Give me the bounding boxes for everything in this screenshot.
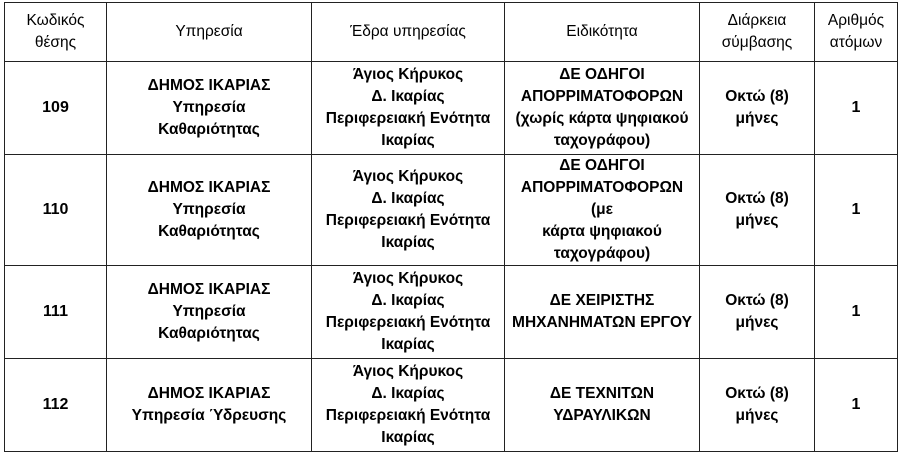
header-code: Κωδικός θέσης: [5, 3, 107, 62]
table-row: [5, 62, 898, 155]
cell-service: ΔΗΜΟΣ ΙΚΑΡΙΑΣ Υπηρεσία Καθαριότητας: [107, 266, 312, 359]
cell-duration: Οκτώ (8) μήνες: [700, 155, 815, 266]
cell-specialty: ΔΕ ΧΕΙΡΙΣΤΗΣ ΜΗΧΑΝΗΜΑΤΩΝ ΕΡΓΟΥ: [505, 266, 700, 359]
table-row: [5, 266, 898, 359]
header-specialty: Ειδικότητα: [505, 3, 700, 62]
cell-specialty: ΔΕ ΟΔΗΓΟΙ ΑΠΟΡΡΙΜΑΤΟΦΟΡΩΝ (με κάρτα ψηφιακού ταχογράφου): [505, 155, 700, 266]
cell-code: 111: [5, 266, 107, 359]
cell-service: ΔΗΜΟΣ ΙΚΑΡΙΑΣ Υπηρεσία Καθαριότητας: [107, 155, 312, 266]
cell-duration: Οκτώ (8) μήνες: [700, 266, 815, 359]
cell-service: ΔΗΜΟΣ ΙΚΑΡΙΑΣ Υπηρεσία Καθαριότητας: [107, 62, 312, 155]
cell-code: 110: [5, 155, 107, 266]
header-duration: Διάρκεια σύμβασης: [700, 3, 815, 62]
table-header-row: [5, 3, 898, 62]
cell-count: 1: [815, 62, 898, 155]
cell-duration: Οκτώ (8) μήνες: [700, 62, 815, 155]
table-row: [5, 359, 898, 452]
cell-duration: Οκτώ (8) μήνες: [700, 359, 815, 452]
positions-table: [4, 2, 898, 452]
cell-count: 1: [815, 266, 898, 359]
header-count: Αριθμός ατόμων: [815, 3, 898, 62]
cell-specialty: ΔΕ ΟΔΗΓΟΙ ΑΠΟΡΡΙΜΑΤΟΦΟΡΩΝ (χωρίς κάρτα ψηφιακού ταχογράφου): [505, 62, 700, 155]
header-seat: Έδρα υπηρεσίας: [312, 3, 505, 62]
cell-code: 109: [5, 62, 107, 155]
cell-seat: Άγιος Κήρυκος Δ. Ικαρίας Περιφερειακή Ενότητα Ικαρίας: [312, 62, 505, 155]
table-row: [5, 155, 898, 266]
cell-seat: Άγιος Κήρυκος Δ. Ικαρίας Περιφερειακή Ενότητα Ικαρίας: [312, 359, 505, 452]
cell-code: 112: [5, 359, 107, 452]
cell-specialty: ΔΕ ΤΕΧΝΙΤΩΝ ΥΔΡΑΥΛΙΚΩΝ: [505, 359, 700, 452]
cell-count: 1: [815, 155, 898, 266]
cell-seat: Άγιος Κήρυκος Δ. Ικαρίας Περιφερειακή Ενότητα Ικαρίας: [312, 155, 505, 266]
cell-count: 1: [815, 359, 898, 452]
cell-seat: Άγιος Κήρυκος Δ. Ικαρίας Περιφερειακή Ενότητα Ικαρίας: [312, 266, 505, 359]
cell-service: ΔΗΜΟΣ ΙΚΑΡΙΑΣ Υπηρεσία Ύδρευσης: [107, 359, 312, 452]
header-service: Υπηρεσία: [107, 3, 312, 62]
